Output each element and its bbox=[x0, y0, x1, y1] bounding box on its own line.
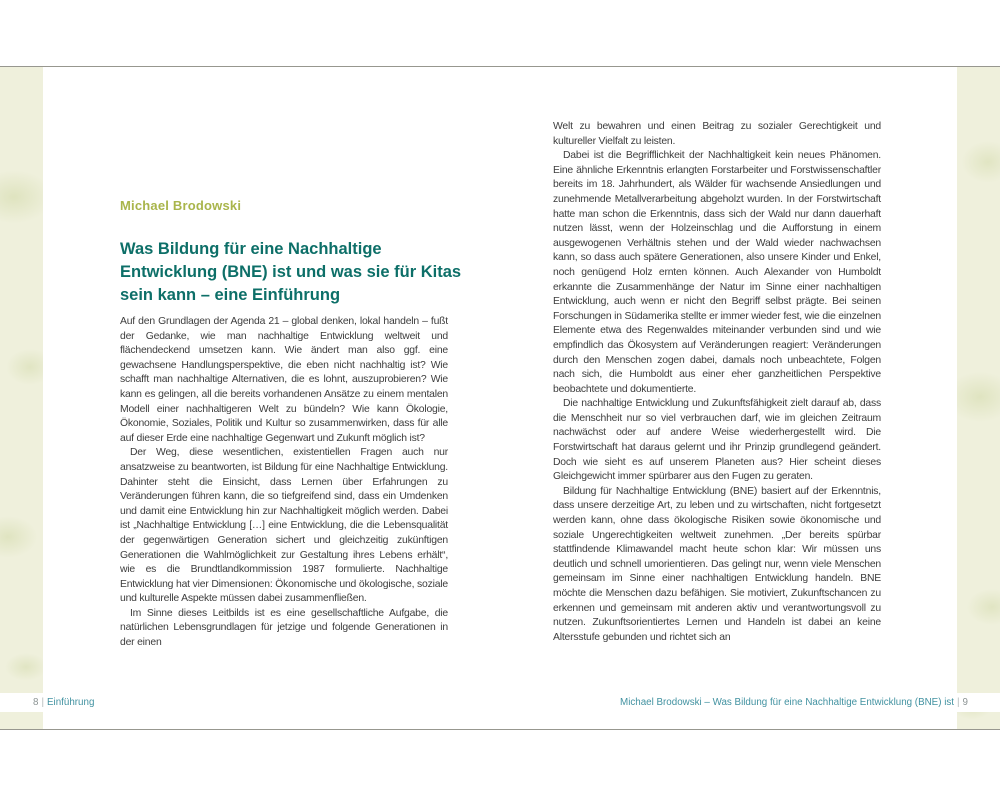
paragraph: Dabei ist die Begrifflichkeit der Nachhaltigkeit kein neues Phänomen. Eine ähnliche Erkenntnis erlangten Forstarbeiter und Forstwissenschaftler bereits im 18. Jahrhundert, als Wälder für wachsende Ansiedlungen und zunehmende Metallverarbeitung abgeholzt wurden. In der Forstwirtschaft hatte man schon die Erkenntnis, dass sich der Wald nur dann dauerhaft nutzen lässt, wenn der Holzeinschlag und die Aufforstung in einem ausgewogenen Verhältnis stehen und der Wald wieder nachwachsen kann, so dass auch spätere Generationen, also unsere Kinder und Enkel, noch genügend Holz ernten können. Auch Alexander von Humboldt erkannte die Zusammenhänge der Natur im Sinne einer nachhaltigen Entwicklung, auch wenn er nicht den Begriff selbst prägte. Bei seinen Forschungen in Südamerika stellte er immer wieder fest, wie die einzelnen Elemente etwa des Regenwaldes miteinander verbunden sind und wie empfindlich das Ökosystem auf Veränderungen reagiert: Veränderungen durch den Menschen zogen dabei, damals noch unbeachtete, Folgen nach sich, die Humboldt aus einer eher ganzheitlichen Perspektive beobachtete und dokumentierte. bbox=[553, 150, 881, 395]
footer-right bbox=[620, 693, 968, 712]
page-number-right: 9 bbox=[962, 697, 968, 708]
right-page-body bbox=[553, 120, 881, 645]
paragraph: Die nachhaltige Entwicklung und Zukunftsfähigkeit zielt darauf ab, dass die Menschheit nur so viel verbrauchen darf, wie im gleichen Zeitraum nachwächst oder auf andere Weise wiederhergestellt wird. Die Forstwirtschaft hat daraus gelernt und ihr Prinzip grundlegend geändert. Doch wie sieht es auf unserem Planeten aus? Hier scheint dieses Gleichgewicht immer spürbarer aus den Fugen zu geraten. bbox=[553, 398, 881, 483]
paragraph: Welt zu bewahren und einen Beitrag zu sozialer Gerechtigkeit und kultureller Vielfalt zu leisten. bbox=[553, 121, 881, 147]
footer-band bbox=[0, 693, 1000, 712]
paragraph: Bildung für Nachhaltige Entwicklung (BNE) basiert auf der Erkenntnis, dass unsere derzeitige Art, zu leben und zu wirtschaften, nicht fortgesetzt werden kann, ohne dass ökologische Risiken sowie ökonomische und soziale Ungerechtigkeiten weltweit zunehmen. „Der bereits spürbar stattfindende Klimawandel macht heute schon klar: Wir müssen uns deutlich und schnell umorientieren. Das gelingt nur, wenn viele Menschen gemeinsam im Sinne einer nachhaltigen Entwicklung handeln. BNE möchte die Menschen dazu befähigen. Sie motiviert, Zukunftschancen zu erkennen und gemeinsam mit anderen aktiv und verantwortungsvoll zu nutzen. Zukunftsorientiertes Lernen und Handeln ist dabei an keine Altersstufe gebunden und richtet sich an bbox=[553, 485, 881, 643]
footer-separator-left: | bbox=[41, 697, 44, 708]
book-spread-scan bbox=[0, 66, 1000, 730]
left-page-body bbox=[120, 315, 448, 651]
running-head: Michael Brodowski – Was Bildung für eine Nachhaltige Entwicklung (BNE) ist bbox=[620, 697, 954, 708]
paragraph: Auf den Grundlagen der Agenda 21 – global denken, lokal handeln – fußt der Gedanke, wie man nachhaltige Entwicklung weltweit und flächendeckend umsetzen kann. Wie ändert man also ggf. eine gewachsene Handlungsperspektive, die eben nicht nachhaltig ist? Wie schafft man nachhaltige Alternativen, die es lohnt, auszuprobieren? Wie kann es gelingen, all die bereits vorhandenen Ansätze zu einem mentalen Modell einer nachhaltigeren Welt zu bündeln? Wie kann Ökologie, Ökonomie, Soziales, Politik und Kultur so zusammenwirken, dass für alle auf dieser Erde eine nachhaltige Gegenwart und Zukunft möglich ist? bbox=[120, 316, 448, 444]
footer-left bbox=[33, 693, 94, 712]
footer-separator-right: | bbox=[957, 697, 960, 708]
paragraph: Der Weg, diese wesentlichen, existentiellen Fragen auch nur ansatzweise zu beantworten, ist Bildung für eine Nachhaltige Entwicklung. Dahinter steht die Einsicht, dass Lernen über Erfahrungen zu Veränderungen führen kann, die so tiefgreifend sind, dass ein Umdenken und damit eine Entwicklung hin zur Nachhaltigkeit möglich werden. Dabei ist „Nachhaltige Entwicklung […] eine Entwicklung, die die Lebensqualität der gegenwärtigen Generation sichert und gleichzeitig zukünftigen Generationen die Wahlmöglichkeit zur Gestaltung ihres Lebens erhält“, wie es die Brundtlandkommission 1987 formulierte. Nachhaltige Entwicklung hat vier Dimensionen: Ökonomische und ökologische, soziale und kulturelle Aspekte müssen dabei zusammenfließen. bbox=[120, 447, 448, 605]
chapter-title: Was Bildung für eine Nachhaltige Entwicklung (BNE) ist und was sie für Kitas sein kann – eine Einführung bbox=[120, 240, 462, 305]
paragraph: Im Sinne dieses Leitbilds ist es eine gesellschaftliche Aufgabe, die natürlichen Lebensgrundlagen für jetzige und folgende Generationen in der einen bbox=[120, 607, 448, 649]
page-number-left: 8 bbox=[33, 697, 39, 708]
author-name: Michael Brodowski bbox=[120, 198, 242, 213]
section-label: Einführung bbox=[47, 697, 95, 708]
